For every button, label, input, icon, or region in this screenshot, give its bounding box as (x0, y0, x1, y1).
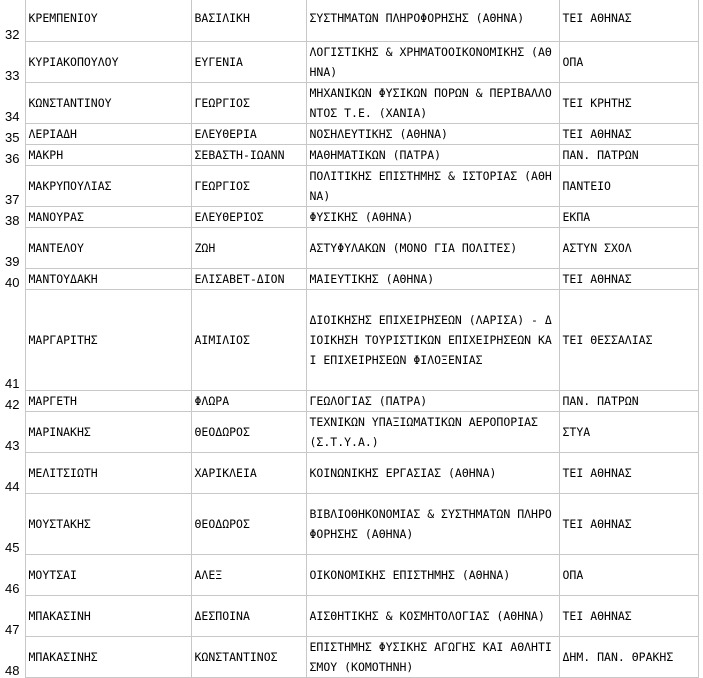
institution-cell[interactable]: ΤΕΙ ΘΕΣΣΑΛΙΑΣ (559, 290, 698, 391)
row-number: 36 (0, 145, 25, 166)
row-number: 41 (0, 290, 25, 391)
department-cell[interactable]: ΤΕΧΝΙΚΩΝ ΥΠΑΞΙΩΜΑΤΙΚΩΝ ΑΕΡΟΠΟΡΙΑΣ (Σ.Τ.Υ.Α.) (306, 412, 559, 453)
surname-cell[interactable]: ΜΟΥΣΤΑΚΗΣ (25, 494, 191, 555)
row-number: 38 (0, 207, 25, 228)
institution-cell[interactable]: ΣΤΥΑ (559, 412, 698, 453)
table-row (0, 0, 698, 42)
surname-cell[interactable]: ΜΠΑΚΑΣΙΝΗΣ (25, 637, 191, 678)
table-row (0, 207, 698, 228)
department-cell[interactable]: ΚΟΙΝΩΝΙΚΗΣ ΕΡΓΑΣΙΑΣ (ΑΘΗΝΑ) (306, 453, 559, 494)
table-row (0, 412, 698, 453)
department-cell[interactable]: ΑΙΣΘΗΤΙΚΗΣ & ΚΟΣΜΗΤΟΛΟΓΙΑΣ (ΑΘΗΝΑ) (306, 596, 559, 637)
name-cell[interactable]: ΣΕΒΑΣΤΗ-ΙΩΑΝΝ (191, 145, 306, 166)
institution-cell[interactable]: ΠΑΝ. ΠΑΤΡΩΝ (559, 145, 698, 166)
table-row (0, 269, 698, 290)
name-cell[interactable]: ΑΛΕΞ (191, 555, 306, 596)
surname-cell[interactable]: ΜΑΝΤΟΥΔΑΚΗ (25, 269, 191, 290)
surname-cell[interactable]: ΚΡΕΜΠΕΝΙΟΥ (25, 0, 191, 42)
table-row (0, 83, 698, 124)
row-number: 35 (0, 124, 25, 145)
name-cell[interactable]: ΕΥΓΕΝΙΑ (191, 42, 306, 83)
name-cell[interactable]: ΑΙΜΙΛΙΟΣ (191, 290, 306, 391)
department-cell[interactable]: ΜΗΧΑΝΙΚΩΝ ΦΥΣΙΚΩΝ ΠΟΡΩΝ & ΠΕΡΙΒΑΛΛΟΝΤΟΣ Τ.Ε. (ΧΑΝΙΑ) (306, 83, 559, 124)
name-cell[interactable]: ΓΕΩΡΓΙΟΣ (191, 166, 306, 207)
institution-cell[interactable]: ΤΕΙ ΑΘΗΝΑΣ (559, 124, 698, 145)
department-cell[interactable]: ΛΟΓΙΣΤΙΚΗΣ & ΧΡΗΜΑΤΟΟΙΚΟΝΟΜΙΚΗΣ (ΑΘΗΝΑ) (306, 42, 559, 83)
surname-cell[interactable]: ΚΥΡΙΑΚΟΠΟΥΛΟΥ (25, 42, 191, 83)
table-row (0, 166, 698, 207)
department-cell[interactable]: ΓΕΩΛΟΓΙΑΣ (ΠΑΤΡΑ) (306, 391, 559, 412)
institution-cell[interactable]: ΤΕΙ ΑΘΗΝΑΣ (559, 453, 698, 494)
department-cell[interactable]: ΟΙΚΟΝΟΜΙΚΗΣ ΕΠΙΣΤΗΜΗΣ (ΑΘΗΝΑ) (306, 555, 559, 596)
row-number: 39 (0, 228, 25, 269)
table-row (0, 453, 698, 494)
surname-cell[interactable]: ΜΑΡΓΑΡΙΤΗΣ (25, 290, 191, 391)
name-cell[interactable]: ΖΩΗ (191, 228, 306, 269)
institution-cell[interactable]: ΠΑΝ. ΠΑΤΡΩΝ (559, 391, 698, 412)
name-cell[interactable]: ΘΕΟΔΩΡΟΣ (191, 412, 306, 453)
table-row (0, 145, 698, 166)
table-row (0, 290, 698, 391)
surname-cell[interactable]: ΚΩΝΣΤΑΝΤΙΝΟΥ (25, 83, 191, 124)
institution-cell[interactable]: ΤΕΙ ΑΘΗΝΑΣ (559, 269, 698, 290)
row-number: 32 (0, 0, 25, 42)
department-cell[interactable]: ΑΣΤΥΦΥΛΑΚΩΝ (ΜΟΝΟ ΓΙΑ ΠΟΛΙΤΕΣ) (306, 228, 559, 269)
department-cell[interactable]: ΠΟΛΙΤΙΚΗΣ ΕΠΙΣΤΗΜΗΣ & ΙΣΤΟΡΙΑΣ (ΑΘΗΝΑ) (306, 166, 559, 207)
institution-cell[interactable]: ΤΕΙ ΚΡΗΤΗΣ (559, 83, 698, 124)
row-number: 42 (0, 391, 25, 412)
table-row (0, 124, 698, 145)
row-number: 45 (0, 494, 25, 555)
row-number: 34 (0, 83, 25, 124)
institution-cell[interactable]: ΟΠΑ (559, 42, 698, 83)
department-cell[interactable]: ΣΥΣΤΗΜΑΤΩΝ ΠΛΗΡΟΦΟΡΗΣΗΣ (ΑΘΗΝΑ) (306, 0, 559, 42)
institution-cell[interactable]: ΑΣΤΥΝ ΣΧΟΛ (559, 228, 698, 269)
name-cell[interactable]: ΦΛΩΡΑ (191, 391, 306, 412)
institution-cell[interactable]: ΠΑΝΤΕΙΟ (559, 166, 698, 207)
department-cell[interactable]: ΒΙΒΛΙΟΘΗΚΟΝΟΜΙΑΣ & ΣΥΣΤΗΜΑΤΩΝ ΠΛΗΡΟΦΟΡΗΣΗΣ (ΑΘΗΝΑ) (306, 494, 559, 555)
department-cell[interactable]: ΕΠΙΣΤΗΜΗΣ ΦΥΣΙΚΗΣ ΑΓΩΓΗΣ ΚΑΙ ΑΘΛΗΤΙΣΜΟΥ (ΚΟΜΟΤΗΝΗ) (306, 637, 559, 678)
surname-cell[interactable]: ΜΠΑΚΑΣΙΝΗ (25, 596, 191, 637)
row-number: 44 (0, 453, 25, 494)
surname-cell[interactable]: ΜΑΝΤΕΛΟΥ (25, 228, 191, 269)
department-cell[interactable]: ΦΥΣΙΚΗΣ (ΑΘΗΝΑ) (306, 207, 559, 228)
table-row (0, 494, 698, 555)
row-number: 37 (0, 166, 25, 207)
row-number: 40 (0, 269, 25, 290)
institution-cell[interactable]: ΟΠΑ (559, 555, 698, 596)
name-cell[interactable]: ΔΕΣΠΟΙΝΑ (191, 596, 306, 637)
table-row (0, 42, 698, 83)
institution-cell[interactable]: ΤΕΙ ΑΘΗΝΑΣ (559, 596, 698, 637)
name-cell[interactable]: ΕΛΙΣΑΒΕΤ-ΔΙΟΝ (191, 269, 306, 290)
surname-cell[interactable]: ΜΟΥΤΣΑΙ (25, 555, 191, 596)
name-cell[interactable]: ΕΛΕΥΘΕΡΙΟΣ (191, 207, 306, 228)
name-cell[interactable]: ΓΕΩΡΓΙΟΣ (191, 83, 306, 124)
name-cell[interactable]: ΚΩΝΣΤΑΝΤΙΝΟΣ (191, 637, 306, 678)
row-number: 47 (0, 596, 25, 637)
department-cell[interactable]: ΜΑΘΗΜΑΤΙΚΩΝ (ΠΑΤΡΑ) (306, 145, 559, 166)
department-cell[interactable]: ΔΙΟΙΚΗΣΗΣ ΕΠΙΧΕΙΡΗΣΕΩΝ (ΛΑΡΙΣΑ) - ΔΙΟΙΚΗΣΗ ΤΟΥΡΙΣΤΙΚΩΝ ΕΠΙΧΕΙΡΗΣΕΩΝ ΚΑΙ ΕΠΙΧΕΙΡΗΣΕΩΝ ΦΙΛΟΞΕΝΙΑΣ (306, 290, 559, 391)
row-number: 48 (0, 637, 25, 678)
surname-cell[interactable]: ΜΑΝΟΥΡΑΣ (25, 207, 191, 228)
row-number: 43 (0, 412, 25, 453)
row-number: 33 (0, 42, 25, 83)
table-row (0, 596, 698, 637)
institution-cell[interactable]: ΤΕΙ ΑΘΗΝΑΣ (559, 494, 698, 555)
table-row (0, 391, 698, 412)
department-cell[interactable]: ΜΑΙΕΥΤΙΚΗΣ (ΑΘΗΝΑ) (306, 269, 559, 290)
surname-cell[interactable]: ΜΑΚΡΗ (25, 145, 191, 166)
table-row (0, 228, 698, 269)
surname-cell[interactable]: ΜΑΚΡΥΠΟΥΛΙΑΣ (25, 166, 191, 207)
table-row (0, 637, 698, 678)
institution-cell[interactable]: ΔΗΜ. ΠΑΝ. ΘΡΑΚΗΣ (559, 637, 698, 678)
name-cell[interactable]: ΕΛΕΥΘΕΡΙΑ (191, 124, 306, 145)
row-number: 46 (0, 555, 25, 596)
table-row (0, 555, 698, 596)
surname-cell[interactable]: ΜΕΛΙΤΣΙΩΤΗ (25, 453, 191, 494)
name-cell[interactable]: ΧΑΡΙΚΛΕΙΑ (191, 453, 306, 494)
name-cell[interactable]: ΒΑΣΙΛΙΚΗ (191, 0, 306, 42)
name-cell[interactable]: ΘΕΟΔΩΡΟΣ (191, 494, 306, 555)
surname-cell[interactable]: ΜΑΡΓΕΤΗ (25, 391, 191, 412)
institution-cell[interactable]: ΤΕΙ ΑΘΗΝΑΣ (559, 0, 698, 42)
department-cell[interactable]: ΝΟΣΗΛΕΥΤΙΚΗΣ (ΑΘΗΝΑ) (306, 124, 559, 145)
surname-cell[interactable]: ΜΑΡΙΝΑΚΗΣ (25, 412, 191, 453)
surname-cell[interactable]: ΛΕΡΙΑΔΗ (25, 124, 191, 145)
institution-cell[interactable]: ΕΚΠΑ (559, 207, 698, 228)
